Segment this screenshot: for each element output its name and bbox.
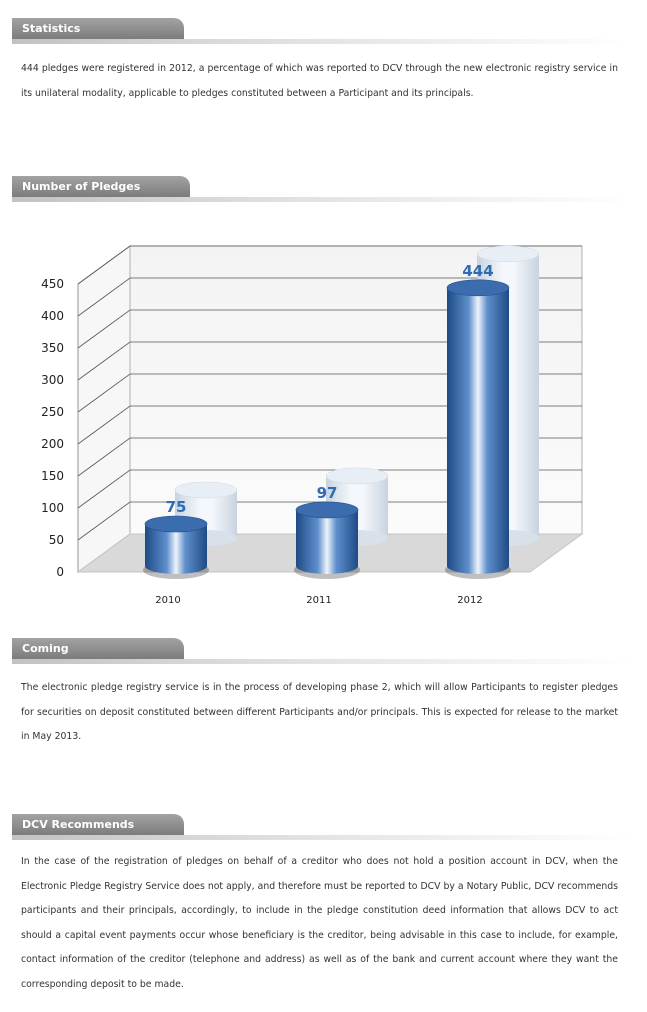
statistics-text: 444 pledges were registered in 2012, a percentage of which was reported to DCV through the new electronic registry service in its unilateral modality, applicable to pledges constituted between a Participant and its principals.	[21, 63, 618, 99]
pledges-chart	[0, 225, 647, 615]
statistics-header	[12, 18, 632, 42]
bar-top	[296, 502, 358, 518]
data-label: 75	[165, 498, 187, 516]
bar-base	[447, 558, 509, 574]
bar-top	[145, 516, 207, 532]
chart-y-axis	[41, 277, 64, 579]
chart-x-axis	[155, 595, 482, 606]
y-tick-label: 50	[48, 533, 64, 547]
x-tick-label: 2012	[457, 595, 483, 606]
data-label: 97	[316, 483, 338, 502]
coming-text: The electronic pledge registry service is in the process of developing phase 2, which will allow Participants to register pledges for securities on deposit constituted between different Participants and/or principals. This is expected for release to the market in May 2013.	[21, 682, 618, 742]
y-tick-label: 350	[41, 341, 64, 355]
bar-top	[447, 280, 509, 296]
y-tick-label: 250	[41, 405, 64, 419]
y-tick-label: 200	[41, 437, 64, 451]
recommends-divider	[12, 835, 632, 840]
bar-back-top	[477, 246, 539, 262]
coming-divider	[12, 659, 632, 664]
bar-base	[145, 558, 207, 574]
chart-side-wall	[78, 246, 130, 572]
recommends-text: In the case of the registration of pledges on behalf of a creditor who does not hold a position account in DCV, when the Electronic Pledge Registry Service does not apply, and therefore must be reported to DCV by a Notary Public, DCV recommends participants and their principals, accordingly, to include in the pledge constitution deed information that allows DCV to act should a capital event payments occur whose beneficiary is the creditor, being advisable in this case to include, for example, contact information of the creditor (telephone and address) as well as of the bank and current account where they want the corresponding deposit to be made.	[21, 856, 618, 990]
recommends-header	[12, 814, 632, 838]
pledges-divider	[12, 197, 632, 202]
bar-back-top	[326, 468, 388, 484]
recommends-title: DCV Recommends	[12, 814, 184, 836]
pledges-header	[12, 176, 632, 200]
pledges-title: Number of Pledges	[12, 176, 190, 198]
statistics-divider	[12, 39, 632, 44]
coming-header	[12, 638, 632, 662]
y-tick-label: 450	[41, 277, 64, 291]
y-tick-label: 0	[56, 565, 64, 579]
y-tick-label: 300	[41, 373, 64, 387]
y-tick-label: 150	[41, 469, 64, 483]
coming-title: Coming	[12, 638, 184, 660]
y-tick-label: 400	[41, 309, 64, 323]
bar-body	[296, 510, 358, 566]
bar-base	[296, 558, 358, 574]
data-label: 444	[462, 261, 494, 280]
bar-2012	[445, 246, 539, 579]
x-tick-label: 2011	[306, 595, 332, 606]
bar-back-top	[175, 482, 237, 498]
statistics-title: Statistics	[12, 18, 184, 40]
y-tick-label: 100	[41, 501, 64, 515]
bar-body	[447, 288, 509, 566]
x-tick-label: 2010	[155, 595, 181, 606]
